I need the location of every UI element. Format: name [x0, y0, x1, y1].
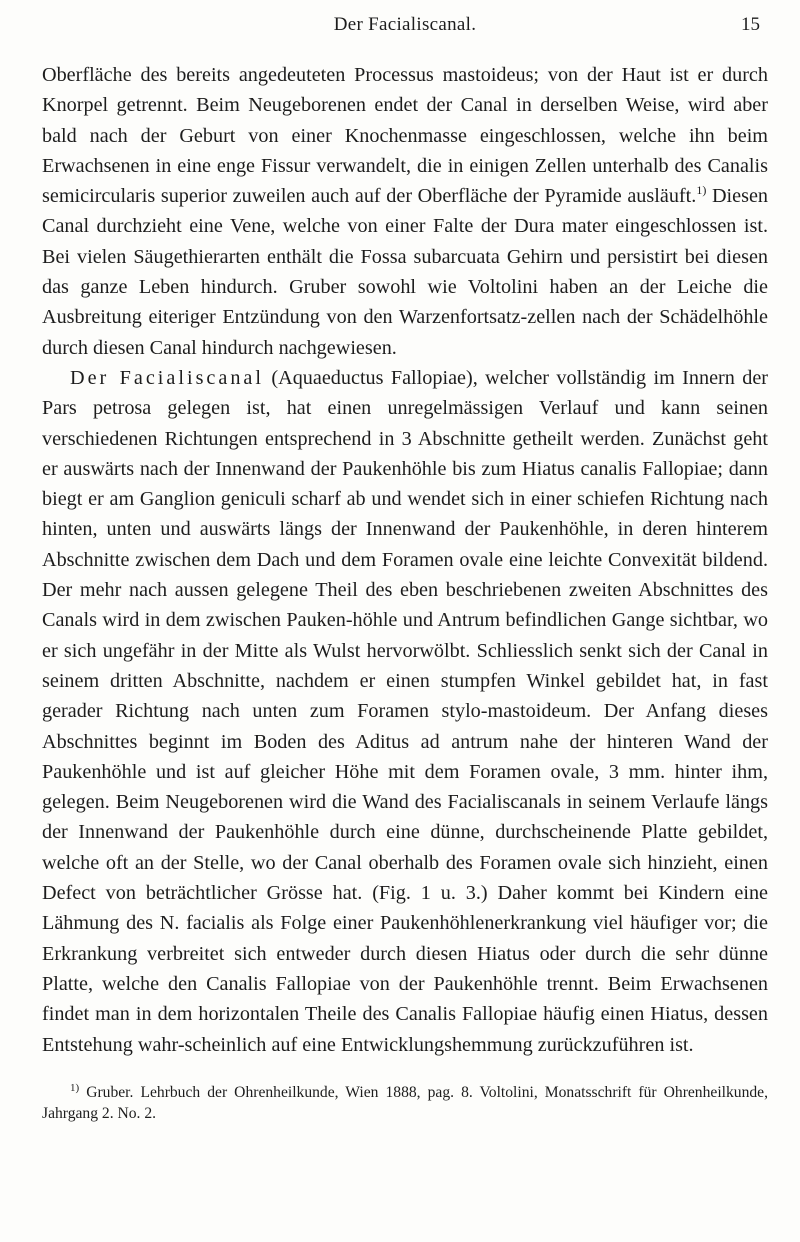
paragraph-1 [42, 60, 768, 363]
footnote-reference: 1) [696, 183, 707, 198]
paragraph-2-text: (Aquaeductus Fallopiae), welcher vollständig im Innern der Pars petrosa gelegen ist, hat einen unregelmässigen Verlauf und kann seinen verschiedenen Richtungen entsprechend in 3 Abschnitte getheilt werden. Zunächst geht er auswärts nach der Innenwand der Paukenhöhle bis zum Hiatus canalis Fallopiae; dann biegt er am Ganglion geniculi scharf ab und wendet sich in einer schiefen Richtung nach hinten, unten und auswärts längs der Innenwand der Paukenhöhle, in deren hinterem Abschnitte zwischen dem Dach und dem Foramen ovale eine leichte Convexität bildend. Der mehr nach aussen gelegene Theil des eben beschriebenen zweiten Abschnittes des Canals wird in dem zwischen Pauken-höhle und Antrum befindlichen Gange sichtbar, wo er sich ungefähr in der Mitte als Wulst hervorwölbt. Schliesslich senkt sich der Canal in seinem dritten Abschnitte, nachdem er einen stumpfen Winkel gebildet hat, in fast gerader Richtung nach unten zum Foramen stylo-mastoideum. Der Anfang dieses Abschnittes beginnt im Boden des Aditus ad antrum nahe der hinteren Wand der Paukenhöhle und ist auf gleicher Höhe mit dem Foramen ovale, 3 mm. hinter ihm, gelegen. Beim Neugeborenen wird die Wand des Facialiscanals in seinem Verlaufe längs der Innenwand der Paukenhöhle durch eine dünne, durchscheinende Platte gebildet, welche oft an der Stelle, wo der Canal oberhalb des Foramen ovale sich hinzieht, einen Defect von beträchtlicher Grösse hat. (Fig. 1 u. 3.) Daher kommt bei Kindern eine Lähmung des N. facialis als Folge einer Paukenhöhlenerkrankung viel häufiger vor; die Erkrankung verbreitet sich entweder durch diesen Hiatus oder durch die sehr dünne Platte, welche den Canalis Fallopiae von der Paukenhöhle trennt. Beim Erwachsenen findet man in dem horizontalen Theile des Canalis Fallopiae häufig einen Hiatus, dessen Entstehung wahr-scheinlich auf eine Entwicklungshemmung zurückzuführen ist. [42, 366, 768, 1056]
paragraph-1-text: Oberfläche des bereits angedeuteten Processus mastoideus; von der Haut ist er durch Knorpel getrennt. Beim Neugeborenen endet der Canal in derselben Weise, wird aber bald nach der Geburt von einer Knochenmasse eingeschlossen, welche ihn beim Erwachsenen in eine enge Fissur verwandelt, die in einigen Zellen unterhalb des Canalis semicircularis superior zuweilen auch auf der Oberfläche der Pyramide ausläuft. [42, 64, 768, 208]
footnote [42, 1082, 768, 1124]
section-lead-term: Der Facialiscanal [70, 366, 265, 389]
footnote-mark: 1) [70, 1081, 80, 1094]
running-header [42, 0, 768, 60]
paragraph-1-text-continued: Diesen Canal durchzieht eine Vene, welche von einer Falte der Dura mater eingeschlossen ist. Bei vielen Säugethierarten enthält die Fossa subarcuata Gehirn und persistirt bei diesen das ganze Leben hindurch. Gruber sowohl wie Voltolini haben an der Leiche die Ausbreitung eiteriger Entzündung von den Warzenfortsatz-zellen nach der Schädelhöhle durch diesen Canal hindurch nachgewiesen. [42, 185, 768, 359]
body-text [42, 60, 768, 1060]
page-number: 15 [741, 14, 760, 35]
footnote-text: Gruber. Lehrbuch der Ohrenheilkunde, Wien 1888, pag. 8. Voltolini, Monatsschrift für Ohrenheilkunde, Jahrgang 2. No. 2. [42, 1083, 768, 1122]
paragraph-2 [42, 363, 768, 1060]
running-title: Der Facialiscanal. [333, 14, 477, 35]
book-page [42, 0, 768, 1242]
